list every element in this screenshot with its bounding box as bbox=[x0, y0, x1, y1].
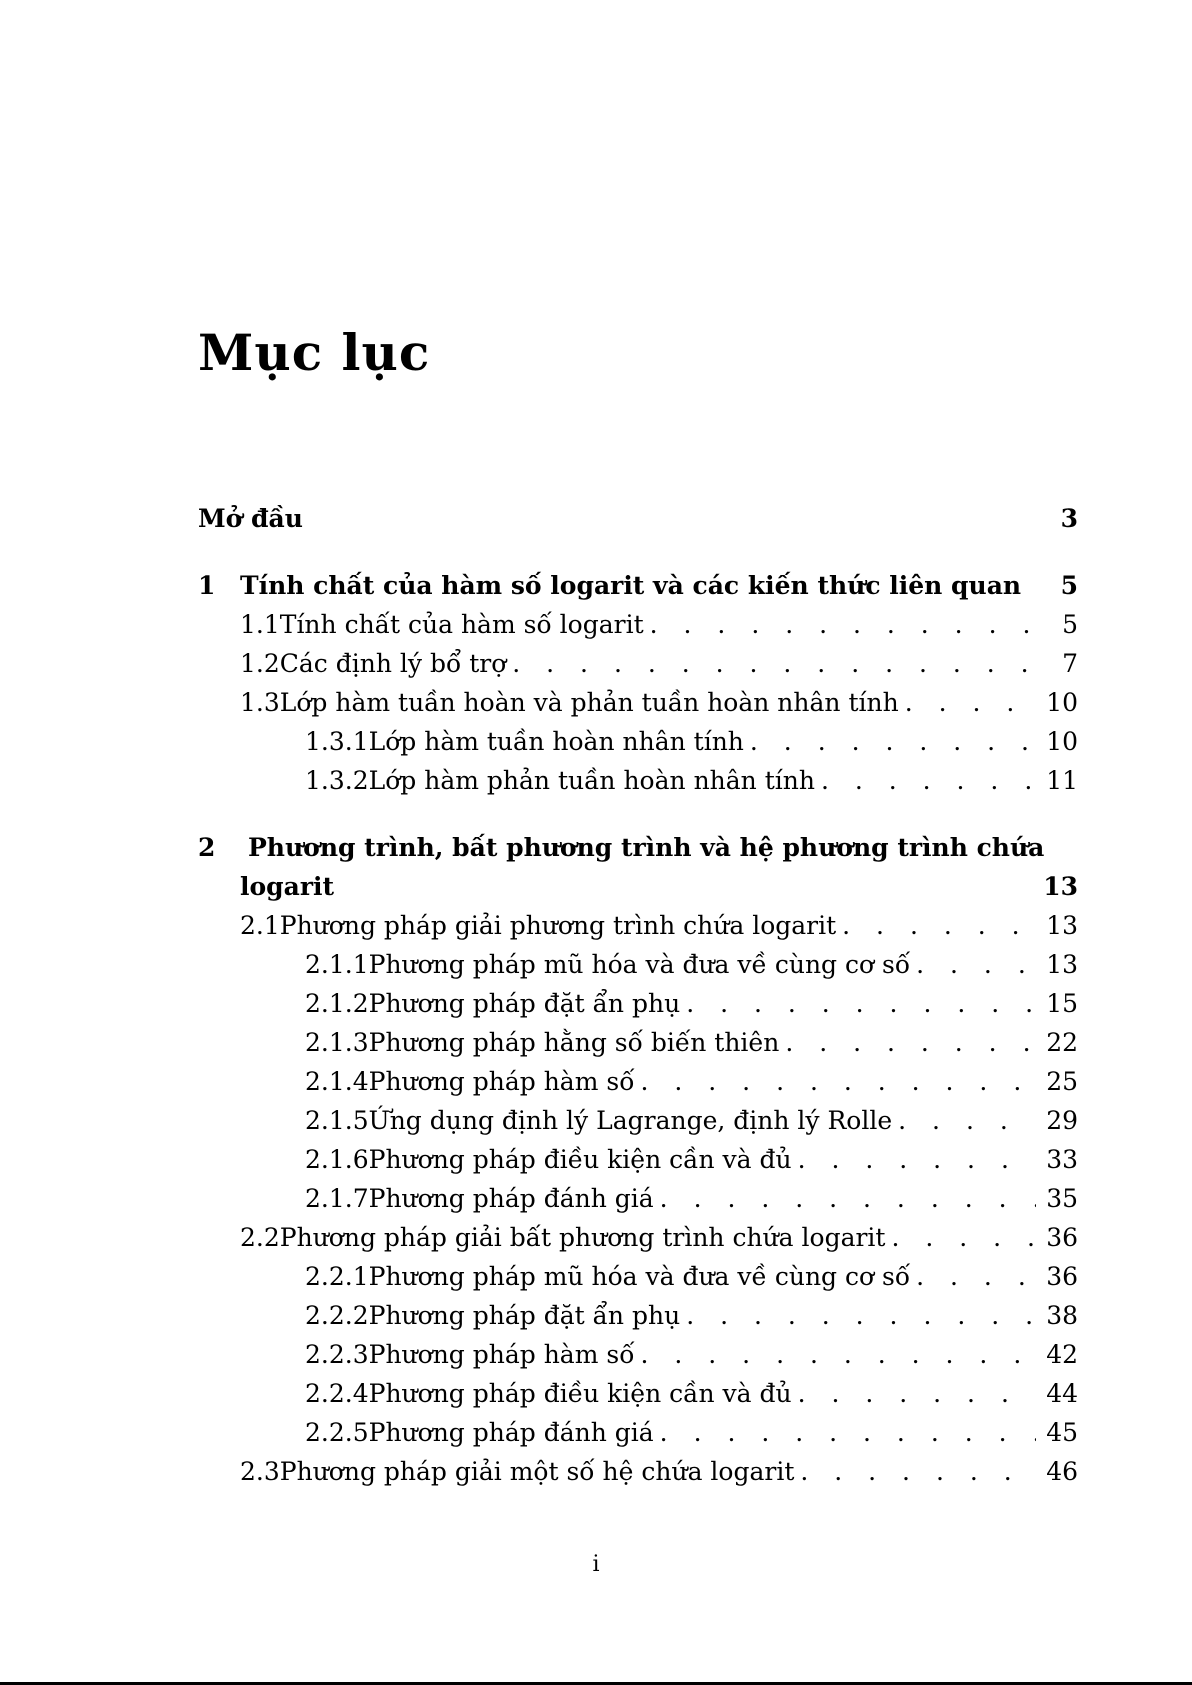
toc-subsection[interactable] bbox=[305, 1026, 1078, 1060]
toc-section-page: 46 bbox=[1046, 1457, 1078, 1486]
toc-section[interactable] bbox=[240, 647, 1078, 681]
toc-section-page: 10 bbox=[1046, 688, 1078, 717]
toc-chapter-page: 5 bbox=[1060, 571, 1078, 600]
dot-leader bbox=[891, 1221, 1036, 1255]
toc-subsection[interactable] bbox=[305, 1299, 1078, 1333]
toc-subsection[interactable] bbox=[305, 725, 1078, 759]
toc-subsection-page: 33 bbox=[1046, 1145, 1078, 1174]
toc-section-page: 7 bbox=[1062, 649, 1078, 678]
toc-chapter-2[interactable] bbox=[198, 831, 1078, 865]
dot-leader bbox=[512, 647, 1052, 681]
dot-leader bbox=[800, 1455, 1036, 1489]
toc-subsection-number: 2.2.2 bbox=[305, 1301, 369, 1330]
toc-subsection-number: 2.1.1 bbox=[305, 950, 369, 979]
toc-subsection-page: 35 bbox=[1046, 1184, 1078, 1213]
toc-entry-intro[interactable] bbox=[198, 502, 1078, 536]
toc-subsection-number: 2.1.4 bbox=[305, 1067, 369, 1096]
toc-subsection[interactable] bbox=[305, 1143, 1078, 1177]
toc-section-title: Phương pháp giải bất phương trình chứa logarit bbox=[279, 1223, 886, 1252]
toc-section-page: 5 bbox=[1062, 610, 1078, 639]
toc-chapter-number: 2 bbox=[198, 833, 216, 862]
toc-subsection-number: 2.1.6 bbox=[305, 1145, 369, 1174]
dot-leader bbox=[750, 725, 1036, 759]
toc-subsection-number: 2.2.1 bbox=[305, 1262, 369, 1291]
toc-section-title: Các định lý bổ trợ bbox=[279, 649, 507, 678]
toc-chapter-1[interactable] bbox=[198, 569, 1078, 603]
toc-subsection[interactable] bbox=[305, 764, 1078, 798]
dot-leader bbox=[905, 686, 1036, 720]
toc-subsection-page: 29 bbox=[1046, 1106, 1078, 1135]
toc-subsection-page: 42 bbox=[1046, 1340, 1078, 1369]
toc-section-title: Phương pháp giải một số hệ chứa logarit bbox=[279, 1457, 795, 1486]
toc-subsection-number: 2.2.3 bbox=[305, 1340, 369, 1369]
toc-subsection-number: 1.3.1 bbox=[305, 727, 369, 756]
toc-subsection-page: 38 bbox=[1046, 1301, 1078, 1330]
toc-section[interactable] bbox=[240, 686, 1078, 720]
toc-chapter-number: 1 bbox=[198, 571, 216, 600]
toc-subsection-page: 36 bbox=[1046, 1262, 1078, 1291]
toc-subsection-title: Phương pháp mũ hóa và đưa về cùng cơ số bbox=[368, 1262, 911, 1291]
dot-leader bbox=[686, 987, 1036, 1021]
toc-section[interactable] bbox=[240, 608, 1078, 642]
toc-subsection-title: Phương pháp hàm số bbox=[368, 1067, 635, 1096]
toc-section-title: Tính chất của hàm số logarit bbox=[279, 610, 644, 639]
toc-chapter-title-line1: Phương trình, bất phương trình và hệ phương trình chứa bbox=[248, 833, 1045, 862]
toc-subsection-title: Phương pháp đặt ẩn phụ bbox=[368, 989, 681, 1018]
toc-subsection[interactable] bbox=[305, 1065, 1078, 1099]
toc-subsection[interactable] bbox=[305, 1416, 1078, 1450]
dot-leader bbox=[660, 1182, 1037, 1216]
toc-subsection[interactable] bbox=[305, 1182, 1078, 1216]
page-number: i bbox=[592, 1552, 600, 1577]
dot-leader bbox=[916, 1260, 1036, 1294]
toc-entry-page: 3 bbox=[1060, 504, 1078, 533]
toc-subsection-number: 2.1.7 bbox=[305, 1184, 369, 1213]
dot-leader bbox=[641, 1338, 1037, 1372]
dot-leader bbox=[821, 764, 1036, 798]
toc-subsection-title: Phương pháp hàm số bbox=[368, 1340, 635, 1369]
toc-subsection-title: Phương pháp đặt ẩn phụ bbox=[368, 1301, 681, 1330]
toc-subsection[interactable] bbox=[305, 1377, 1078, 1411]
toc-section-number: 1.1 bbox=[240, 610, 280, 639]
dot-leader bbox=[641, 1065, 1037, 1099]
dot-leader bbox=[785, 1026, 1036, 1060]
toc-subsection[interactable] bbox=[305, 1104, 1078, 1138]
toc-section-number: 2.1 bbox=[240, 911, 280, 940]
toc-subsection-page: 15 bbox=[1046, 989, 1078, 1018]
toc-chapter-page: 13 bbox=[1043, 872, 1078, 901]
toc-section-title: Phương pháp giải phương trình chứa logarit bbox=[279, 911, 837, 940]
toc-subsection-title: Phương pháp hằng số biến thiên bbox=[368, 1028, 780, 1057]
toc-section-title: Lớp hàm tuần hoàn và phản tuần hoàn nhân tính bbox=[279, 688, 899, 717]
dot-leader bbox=[798, 1377, 1037, 1411]
toc-subsection-title: Lớp hàm phản tuần hoàn nhân tính bbox=[368, 766, 815, 795]
dot-leader bbox=[660, 1416, 1037, 1450]
toc-subsection[interactable] bbox=[305, 948, 1078, 982]
toc-subsection-title: Phương pháp mũ hóa và đưa về cùng cơ số bbox=[368, 950, 911, 979]
toc-subsection[interactable] bbox=[305, 1338, 1078, 1372]
dot-leader bbox=[842, 909, 1036, 943]
toc-subsection-number: 1.3.2 bbox=[305, 766, 369, 795]
toc-section-number: 2.2 bbox=[240, 1223, 280, 1252]
toc-subsection-title: Ứng dụng định lý Lagrange, định lý Rolle bbox=[368, 1106, 893, 1135]
toc-subsection[interactable] bbox=[305, 1260, 1078, 1294]
toc-subsection-title: Phương pháp đánh giá bbox=[368, 1418, 654, 1447]
toc-subsection-number: 2.1.2 bbox=[305, 989, 369, 1018]
toc-subsection[interactable] bbox=[305, 987, 1078, 1021]
toc-subsection-page: 44 bbox=[1046, 1379, 1078, 1408]
toc-subsection-title: Phương pháp điều kiện cần và đủ bbox=[368, 1379, 792, 1408]
toc-section[interactable] bbox=[240, 909, 1078, 943]
toc-subsection-page: 11 bbox=[1046, 766, 1078, 795]
dot-leader bbox=[916, 948, 1036, 982]
toc-section-number: 1.2 bbox=[240, 649, 280, 678]
toc-subsection-page: 45 bbox=[1046, 1418, 1078, 1447]
toc-subsection-page: 25 bbox=[1046, 1067, 1078, 1096]
toc-chapter-2-continued[interactable] bbox=[240, 870, 1078, 904]
toc-subsection-number: 2.1.3 bbox=[305, 1028, 369, 1057]
toc-subsection-title: Phương pháp điều kiện cần và đủ bbox=[368, 1145, 792, 1174]
page-title: Mục lục bbox=[198, 323, 431, 382]
toc-subsection-number: 2.2.5 bbox=[305, 1418, 369, 1447]
toc-chapter-title-line2: logarit bbox=[240, 872, 335, 901]
toc-chapter-title: Tính chất của hàm số logarit và các kiến thức liên quan bbox=[240, 571, 1022, 600]
dot-leader bbox=[686, 1299, 1036, 1333]
toc-section-number: 1.3 bbox=[240, 688, 280, 717]
toc-subsection-page: 13 bbox=[1046, 950, 1078, 979]
dot-leader bbox=[898, 1104, 1036, 1138]
toc-subsection-number: 2.1.5 bbox=[305, 1106, 369, 1135]
toc-section-page: 13 bbox=[1046, 911, 1078, 940]
toc-subsection-page: 10 bbox=[1046, 727, 1078, 756]
dot-leader bbox=[650, 608, 1052, 642]
dot-leader bbox=[798, 1143, 1037, 1177]
toc-entry-title: Mở đầu bbox=[198, 504, 303, 533]
toc-subsection-number: 2.2.4 bbox=[305, 1379, 369, 1408]
toc-subsection-title: Lớp hàm tuần hoàn nhân tính bbox=[368, 727, 744, 756]
toc-section[interactable] bbox=[240, 1221, 1078, 1255]
toc-subsection-title: Phương pháp đánh giá bbox=[368, 1184, 654, 1213]
toc-section[interactable] bbox=[240, 1455, 1078, 1489]
toc-section-page: 36 bbox=[1046, 1223, 1078, 1252]
toc-section-number: 2.3 bbox=[240, 1457, 280, 1486]
toc-subsection-page: 22 bbox=[1046, 1028, 1078, 1057]
